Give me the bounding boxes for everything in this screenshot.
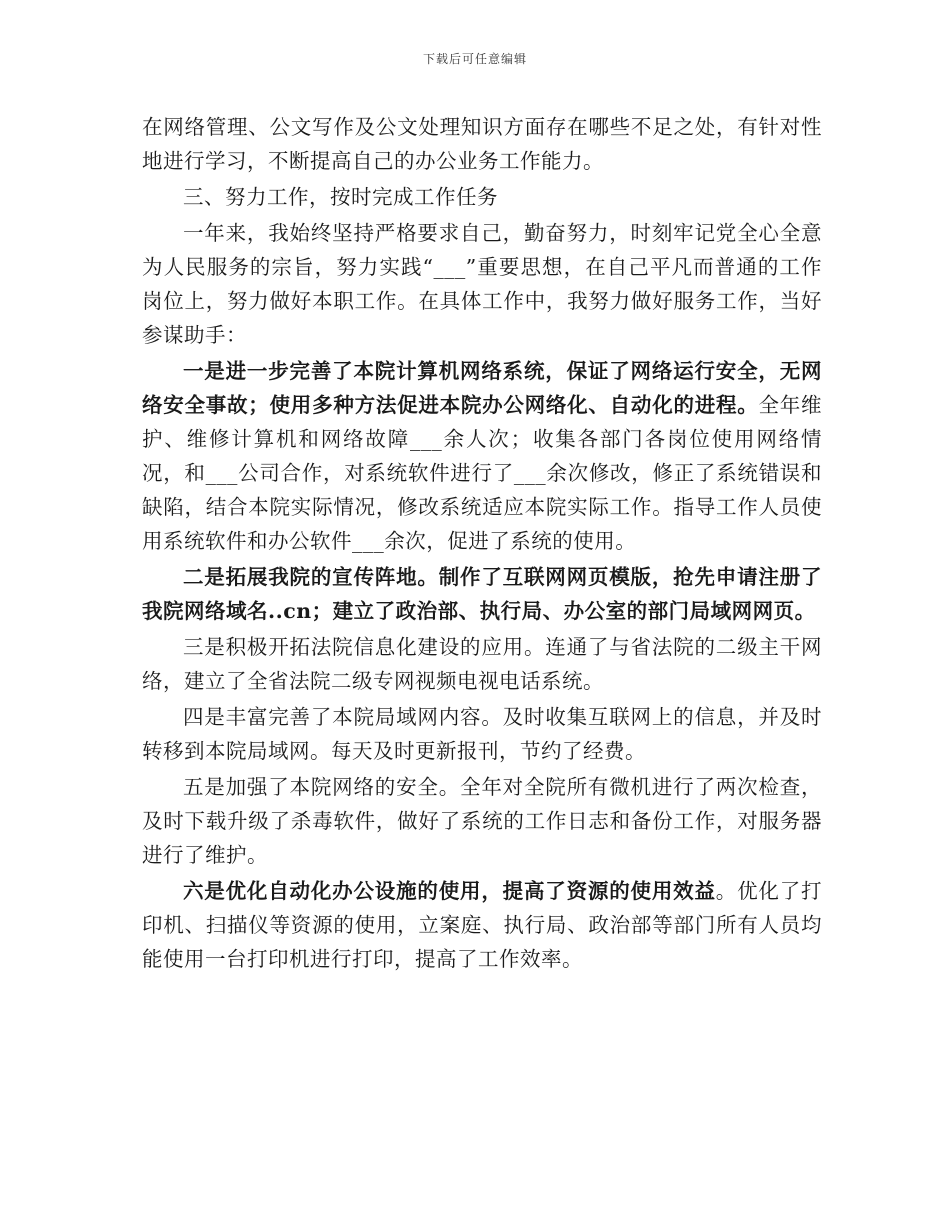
paragraph-text: 三是积极开拓法院信息化建设的应用。连通了与省法院的二级主干网络，建立了全省法院二级专网视频电视电话系统。 [142, 635, 822, 693]
paragraph-text: 全年维护、维修计算机和网络故障___余人次；收集各部门各岗位使用网络情况，和___公司合作，对系统软件进行了___余次修改，修正了系统错误和缺陷，结合本院实际情况，修改系统适应本院实际工作。指导工作人员使用系统软件和办公软件___余次，促进了系统的使用。 [142, 393, 823, 553]
paragraph [142, 216, 822, 352]
paragraph [142, 110, 822, 178]
paragraph-text: 四是丰富完善了本院局域网内容。及时收集互联网上的信息，并及时转移到本院局域网。每天及时更新报刊，节约了经费。 [142, 705, 822, 763]
paragraph-text: 五是加强了本院网络的安全。全年对全院所有微机进行了两次检查，及时下载升级了杀毒软件，做好了系统的工作日志和备份工作，对服务器进行了维护。 [142, 775, 822, 867]
paragraph [142, 560, 822, 628]
paragraph [142, 354, 822, 558]
paragraph [142, 770, 822, 872]
paragraph [142, 874, 822, 976]
paragraph [142, 630, 822, 698]
section-heading [142, 180, 822, 214]
paragraph-text: 在网络管理、公文写作及公文处理知识方面存在哪些不足之处，有针对性地进行学习，不断提高自己的办公业务工作能力。 [142, 115, 822, 173]
document-body [142, 110, 822, 978]
paragraph-text: 三、努力工作，按时完成工作任务 [183, 185, 498, 209]
page-header: 下载后可任意编辑 [422, 52, 527, 66]
paragraph-bold-text: 六是优化自动化办公设施的使用，提高了资源的使用效益 [183, 879, 716, 903]
paragraph [142, 700, 822, 768]
paragraph-text: 。优化了打印机、扫描仪等资源的使用，立案庭、执行局、政治部等部门所有人员均能使用一台打印机进行打印，提高了工作效率。 [142, 879, 823, 971]
paragraph-text: 一年来，我始终坚持严格要求自己，勤奋努力，时刻牢记党全心全意为人民服务的宗旨，努力实践“___”重要思想，在自己平凡而普通的工作岗位上，努力做好本职工作。在具体工作中，我努力做好服务工作，当好参谋助手： [142, 221, 822, 347]
paragraph-bold-text: 一是进一步完善了本院计算机网络系统，保证了网络运行安全，无网络安全事故；使用多种方法促进本院办公网络化、自动化的进程。 [142, 359, 822, 417]
paragraph-bold-text: 二是拓展我院的宣传阵地。制作了互联网网页模版，抢先申请注册了我院网络域名..cn；建立了政治部、执行局、办公室的部门局域网网页。 [142, 565, 822, 623]
